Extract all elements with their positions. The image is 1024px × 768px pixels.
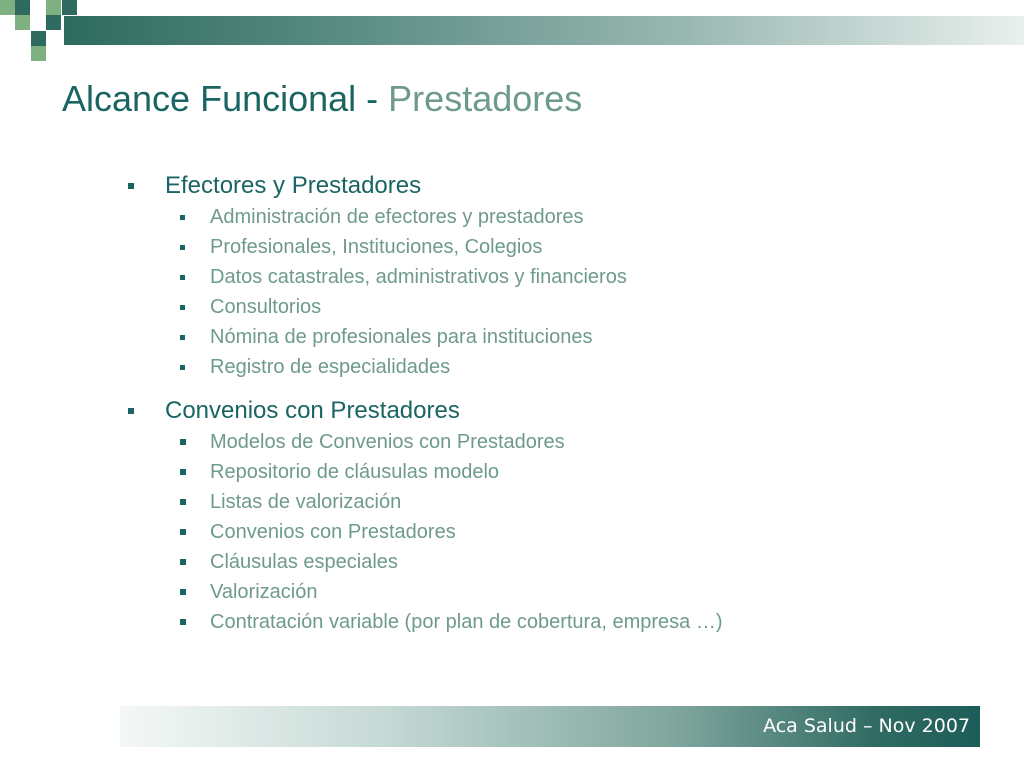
title-main: Alcance Funcional bbox=[62, 78, 357, 119]
footer-text: Aca Salud – Nov 2007 bbox=[763, 715, 970, 737]
bullet-square-icon bbox=[180, 245, 185, 250]
bullet-square-icon bbox=[180, 365, 185, 370]
logo-square bbox=[46, 0, 61, 15]
bullet-square-icon bbox=[180, 335, 185, 340]
bullet-square-icon bbox=[128, 183, 134, 189]
list-item: Cláusulas especiales bbox=[210, 551, 398, 573]
list-item: Consultorios bbox=[210, 296, 322, 318]
bullet-square-icon bbox=[180, 559, 186, 565]
list-item: Repositorio de cláusulas modelo bbox=[210, 461, 500, 483]
list-item: Contratación variable (por plan de cobertura, empresa …) bbox=[210, 611, 723, 633]
bullet-square-icon bbox=[180, 215, 185, 220]
logo-square bbox=[15, 0, 30, 15]
bullet-square-icon bbox=[180, 275, 185, 280]
bullet-square-icon bbox=[180, 529, 186, 535]
list-item: Nómina de profesionales para instituciones bbox=[210, 326, 593, 348]
list-item: Administración de efectores y prestadores bbox=[210, 206, 584, 228]
bullet-square-icon bbox=[180, 499, 186, 505]
top-decorative-bar bbox=[64, 16, 1024, 45]
logo-square bbox=[46, 15, 61, 30]
list-item: Valorización bbox=[210, 581, 318, 603]
logo-square bbox=[0, 0, 15, 15]
title-sub: Prestadores bbox=[388, 78, 583, 119]
logo-square bbox=[15, 15, 30, 30]
bullet-square-icon bbox=[180, 589, 186, 595]
list-item: Convenios con Prestadores bbox=[210, 521, 456, 543]
logo-square bbox=[31, 31, 46, 46]
title-separator: - bbox=[356, 78, 389, 119]
bullet-square-icon bbox=[180, 619, 186, 625]
slide-title bbox=[62, 76, 582, 122]
section-heading: Efectores y Prestadores bbox=[165, 172, 422, 199]
list-item: Modelos de Convenios con Prestadores bbox=[210, 431, 565, 453]
section-heading: Convenios con Prestadores bbox=[165, 397, 460, 424]
bullet-square-icon bbox=[180, 469, 186, 475]
list-item: Listas de valorización bbox=[210, 491, 402, 513]
logo-square bbox=[62, 0, 77, 15]
bullet-square-icon bbox=[128, 408, 134, 414]
list-item: Profesionales, Instituciones, Colegios bbox=[210, 236, 543, 258]
bullet-square-icon bbox=[180, 305, 185, 310]
list-item: Datos catastrales, administrativos y financieros bbox=[210, 266, 627, 288]
logo-square bbox=[31, 46, 46, 61]
list-item: Registro de especialidades bbox=[210, 356, 451, 378]
bullet-square-icon bbox=[180, 439, 186, 445]
